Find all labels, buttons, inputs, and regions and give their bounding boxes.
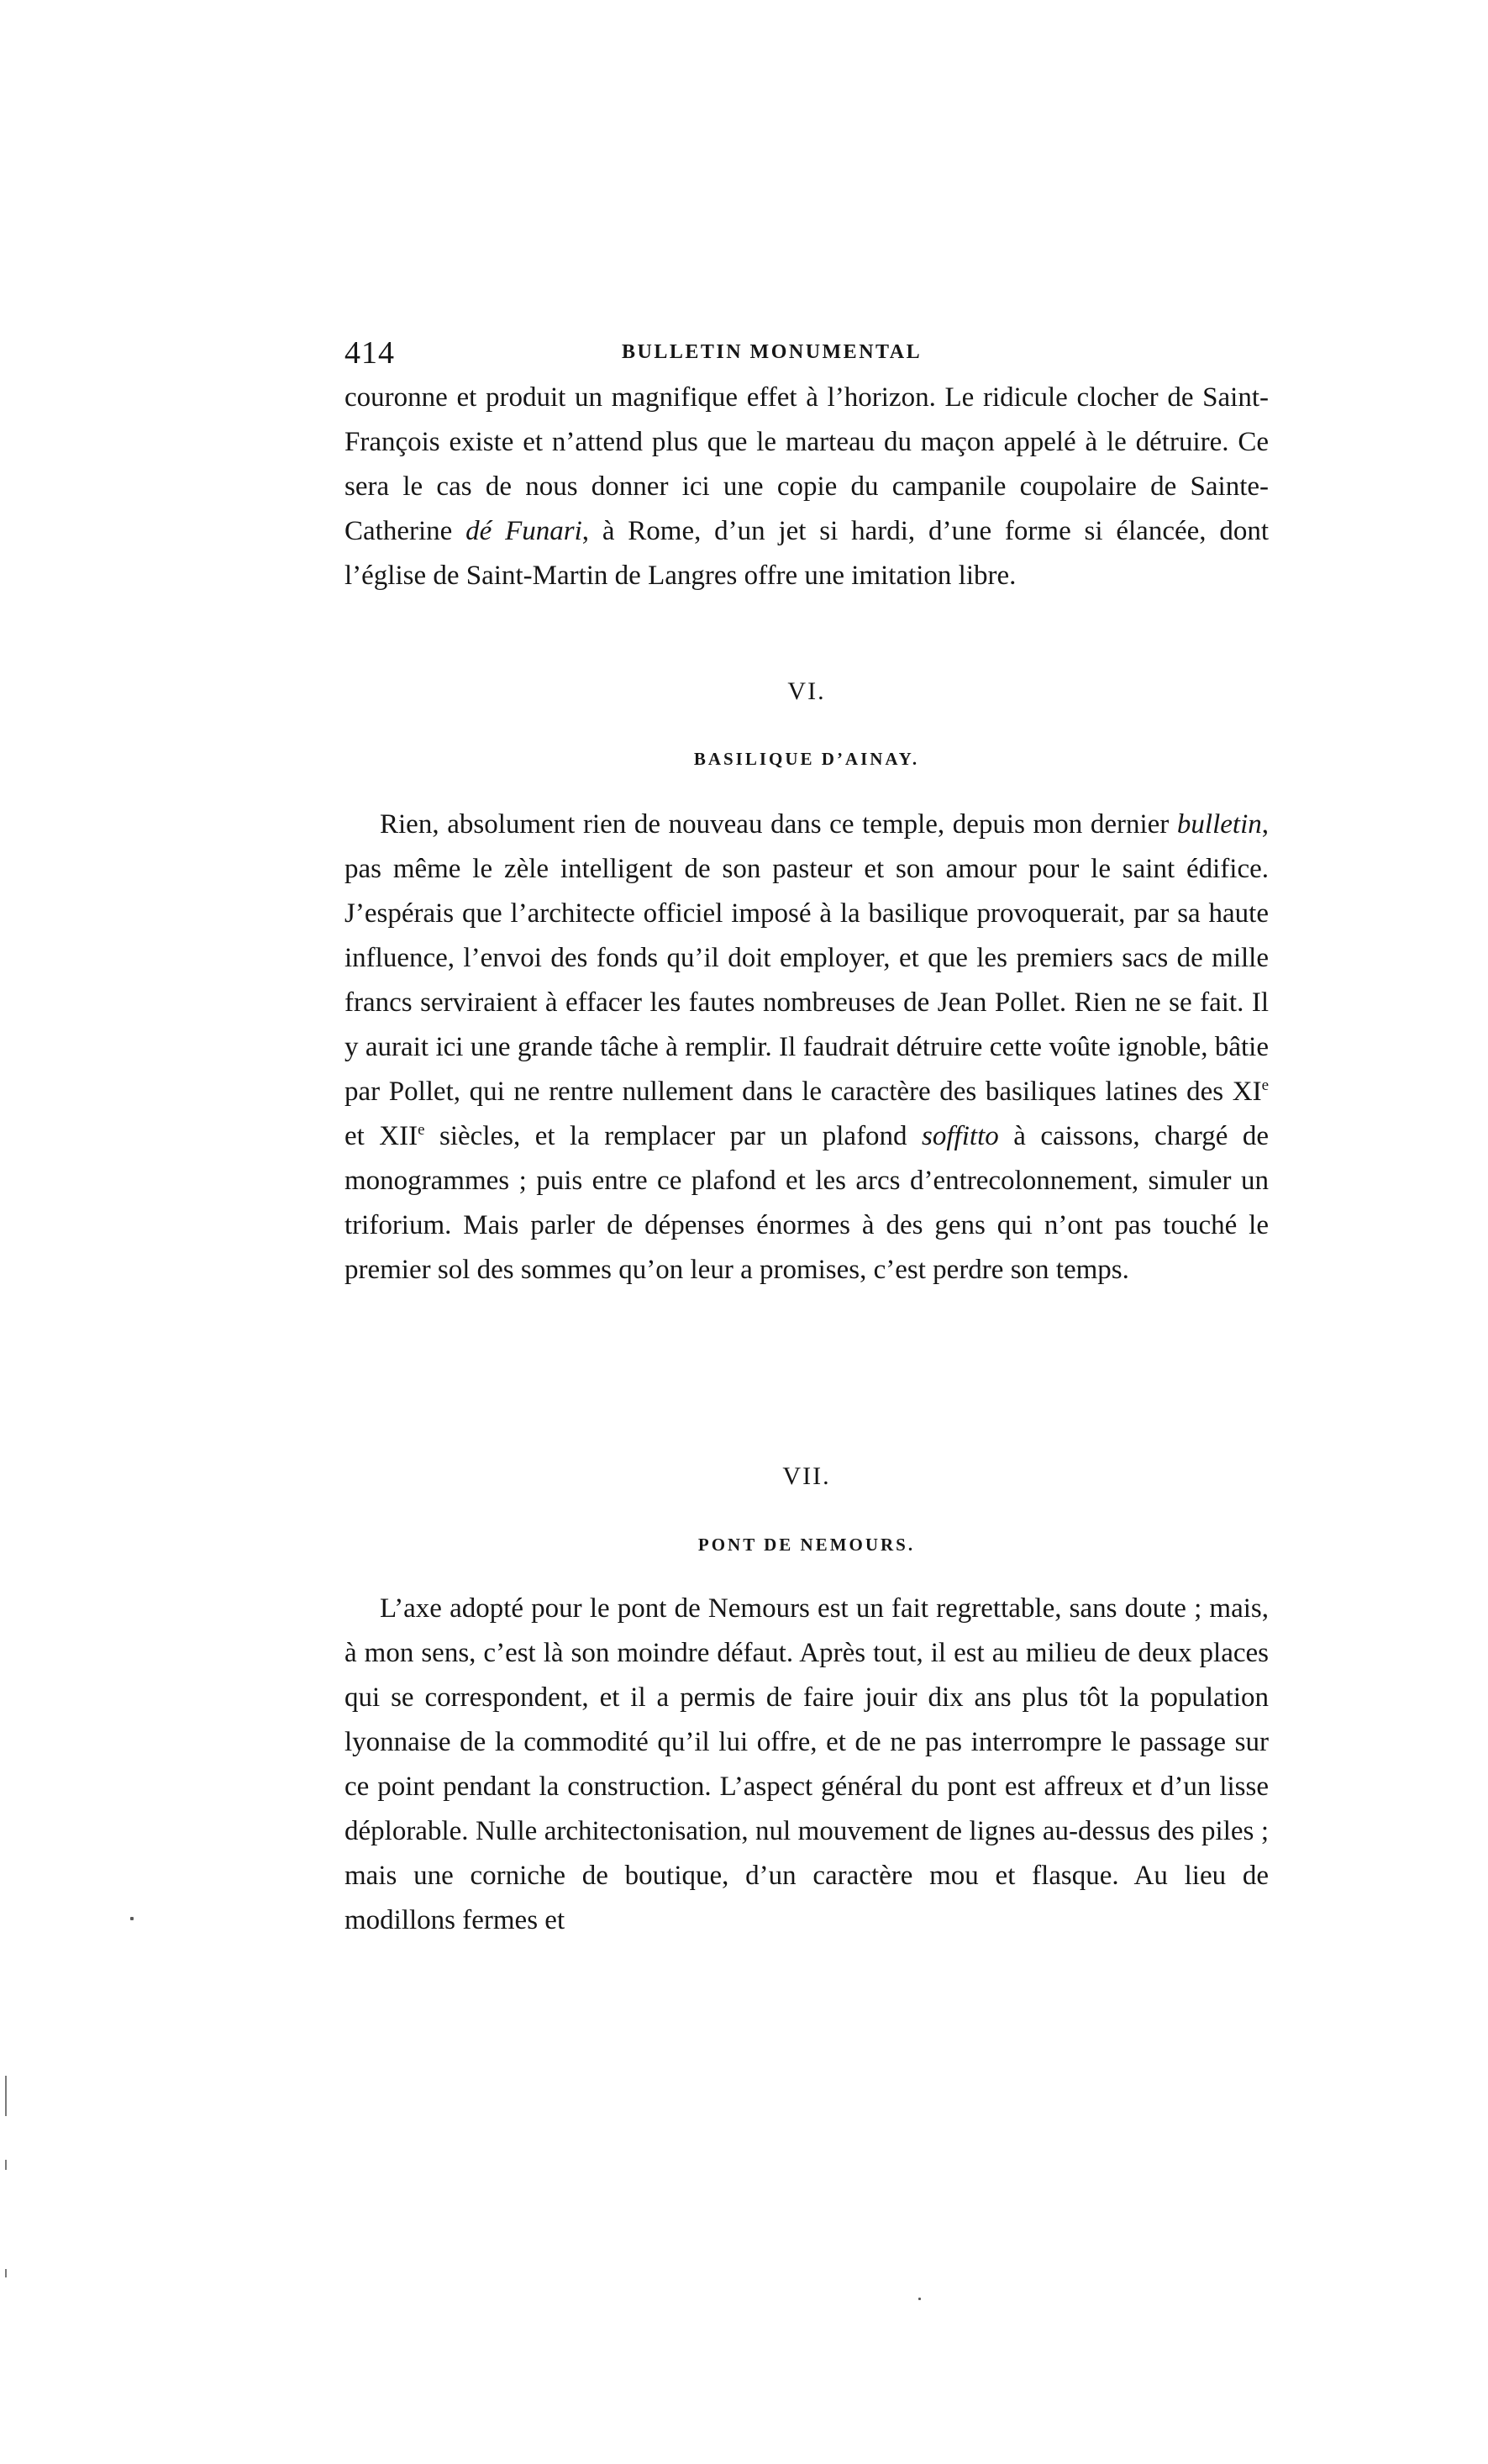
section-number-vii: VII.: [782, 1462, 831, 1490]
vi-text-2: , pas même le zèle intelligent de son pasteur et son amour pour le saint édifice. J’espérais que l’architecte officiel imposé à la basilique provoquerait, par sa haute influence, l’envoi des fonds qu’il doit employer, et que les premiers sacs de mille francs serviraient à effacer les fautes nombreuses de Jean Pollet. Rien ne se fait. Il y aurait ici une grande tâche à remplir. Il faudrait détruire cette voûte ignoble, bâtie par Pollet, qui ne rentre nullement dans le caractère des basiliques latines des XI: [344, 809, 1269, 1107]
scan-speck: [918, 2298, 921, 2300]
section-number-vi: VI.: [787, 677, 826, 705]
section-title-vi: BASILIQUE D’AINAY.: [693, 749, 920, 769]
vi-text-4: siècles, et la remplacer par un plafond: [424, 1121, 923, 1151]
vi-text-3: et XII: [344, 1121, 418, 1151]
running-head: BULLETIN MONUMENTAL: [622, 341, 923, 363]
vi-italic-bulletin: bulletin: [1176, 809, 1262, 840]
section-vii-paragraph-block: [344, 1587, 1269, 1943]
vi-superscript-1: e: [1261, 1077, 1269, 1094]
intro-paragraph-block: [344, 376, 1269, 598]
intro-paragraph: [344, 376, 1269, 598]
scan-edge-mark: [5, 2269, 7, 2277]
scan-edge-mark: [5, 2076, 7, 2116]
intro-italic-term: dé Funari: [465, 516, 582, 546]
scan-speck: [130, 1917, 134, 1920]
scan-edge-mark: [5, 2160, 7, 2170]
intro-text-tail: , à Rome, d’un jet si hardi, d’une forme si élancée, dont l’église de Saint-Martin de Langres offre une imitation libre.: [344, 516, 1270, 591]
vi-italic-soffitto: soffitto: [922, 1121, 999, 1151]
section-title-vii: PONT DE NEMOURS.: [697, 1535, 916, 1555]
page-header: [344, 334, 1269, 376]
section-vii-paragraph: L’axe adopté pour le pont de Nemours est un fait regrettable, sans doute ; mais, à mon sens, c’est là son moindre défaut. Après tout, il est au milieu de deux places qui se correspondent, et il a permis de faire jouir dix ans plus tôt la population lyonnaise de la commodité qu’il lui offre, et de ne pas interrompre le passage sur ce point pendant la construction. L’aspect général du pont est affreux et d’un lisse déplorable. Nulle architectonisation, nul mouvement de lignes au-dessus des piles ; mais une corniche de boutique, d’un caractère mou et flasque. Au lieu de modillons fermes et: [344, 1593, 1269, 1935]
vi-text-5: à caissons, chargé de monogrammes ; puis entre ce plafond et les arcs d’entrecolonnement, simuler un triforium. Mais parler de dépenses énormes à des gens qui n’ont pas touché le premier sol des sommes qu’on leur a promises, c’est perdre son temps.: [344, 1121, 1270, 1285]
intro-text: couronne et produit un magnifique effet à l’horizon. Le ridicule clocher de Saint-François existe et n’attend plus que le marteau du maçon appelé à le détruire. Ce sera le cas de nous donner ici une copie du campanile coupolaire de Sainte-Catherine: [344, 382, 1269, 546]
vi-text-1: Rien, absolument rien de nouveau dans ce temple, depuis mon dernier: [380, 809, 1177, 840]
section-vi-paragraph-block: [344, 803, 1269, 1293]
vi-superscript-2: e: [418, 1121, 425, 1139]
page-number: 414: [344, 335, 395, 371]
section-vi-paragraph: [344, 803, 1269, 1293]
